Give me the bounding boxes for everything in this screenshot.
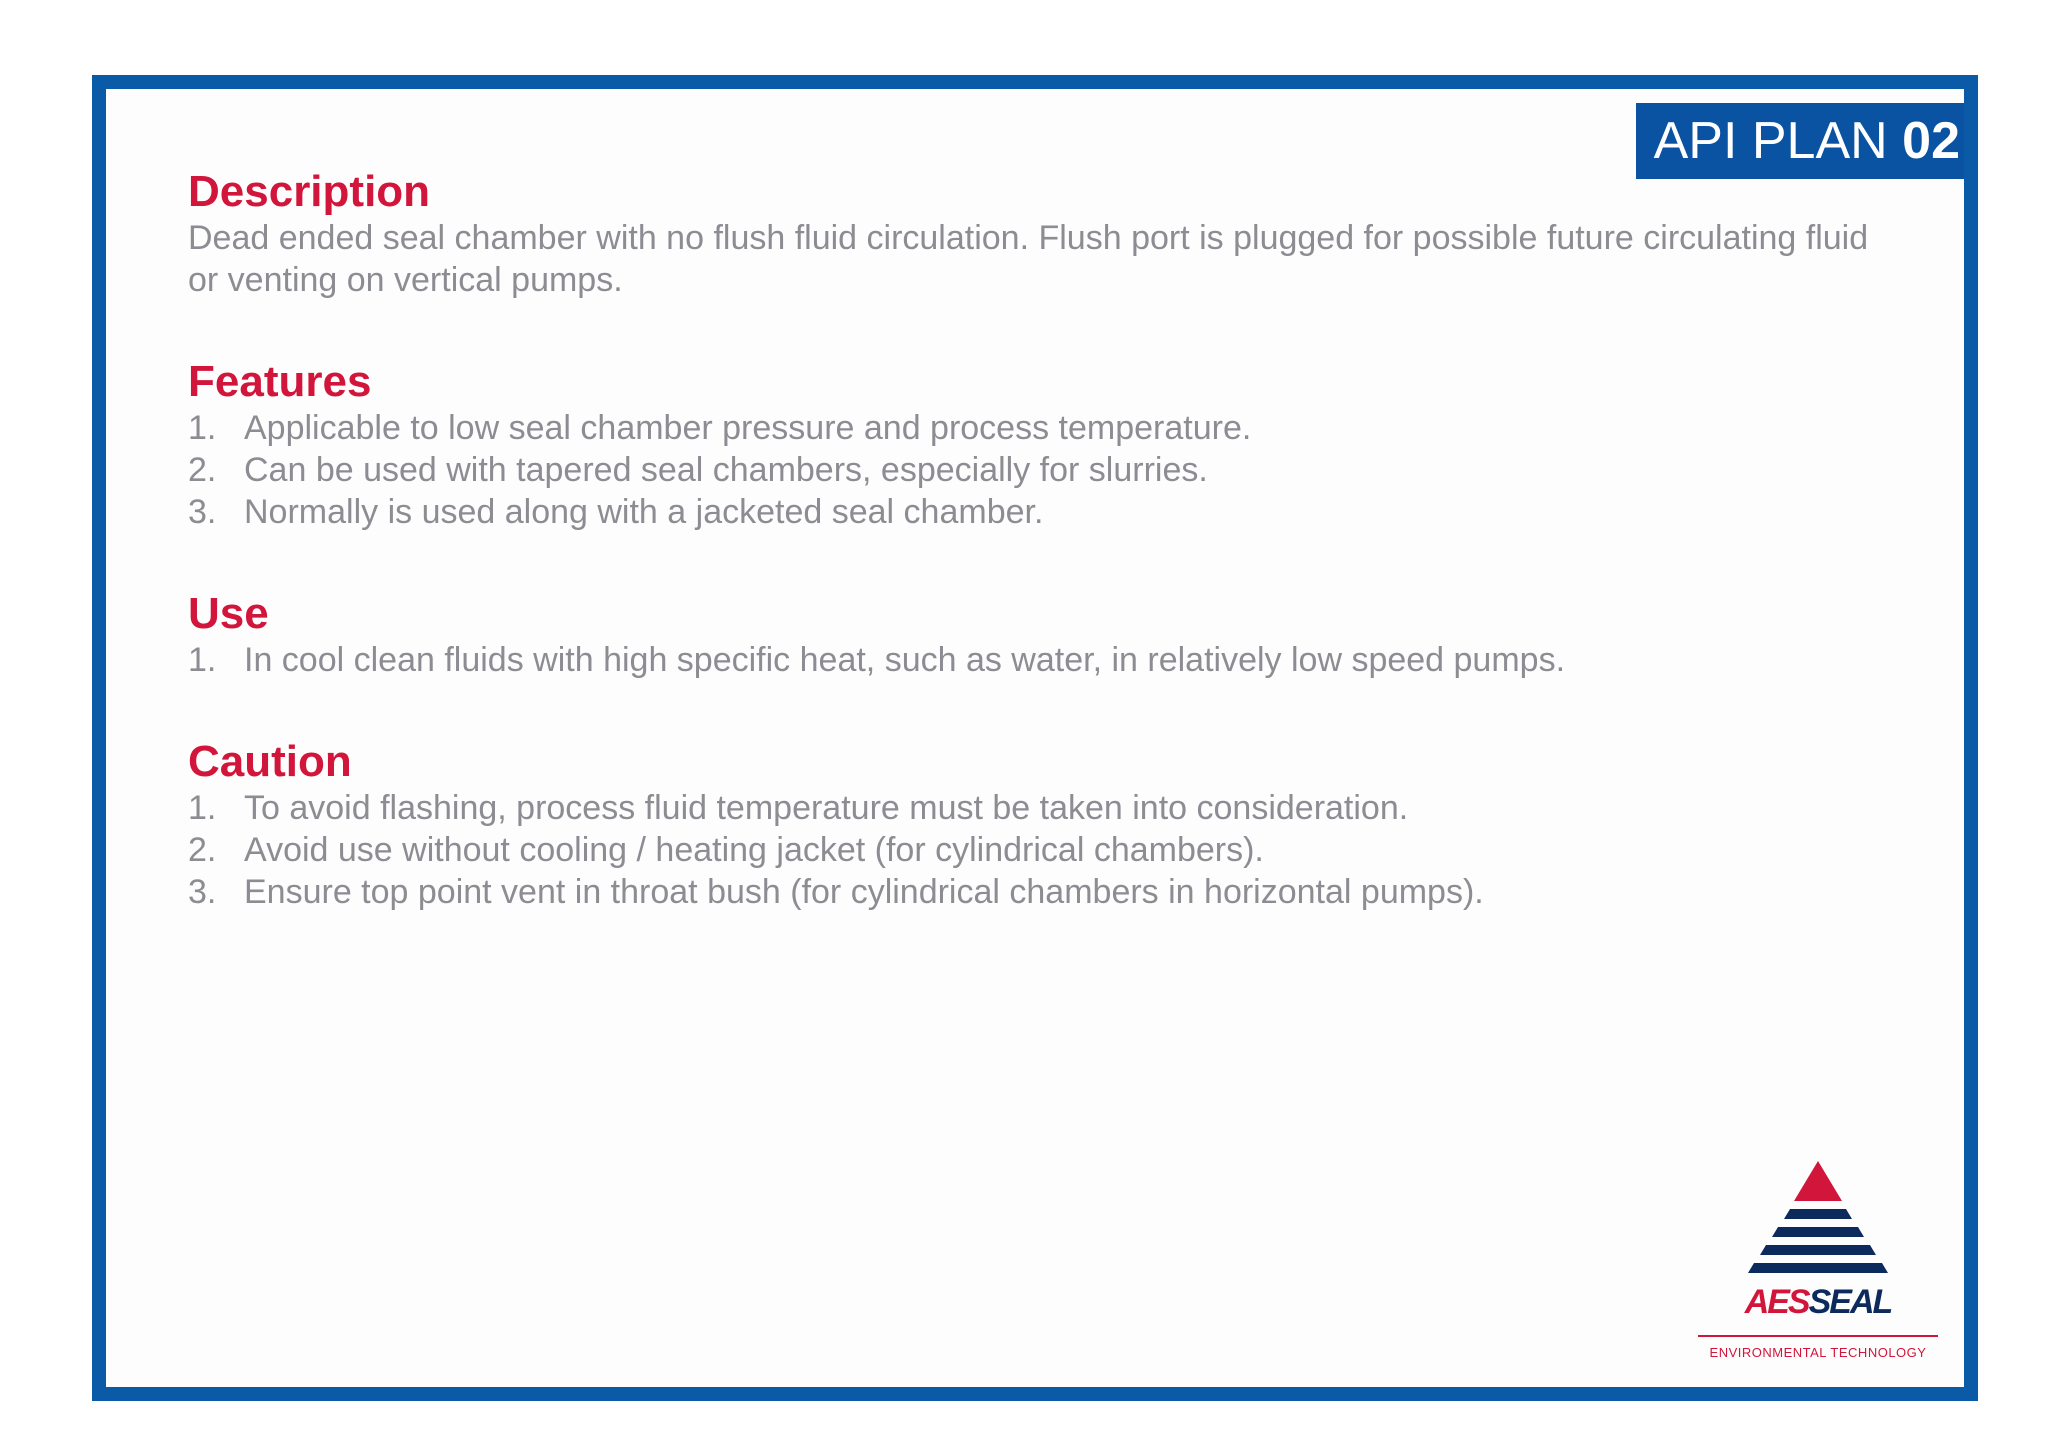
description-text: Dead ended seal chamber with no flush fluid circulation. Flush port is plugged for possible future circulating fluid or venting on vertical pumps.	[188, 219, 1869, 299]
list-item	[188, 639, 1888, 681]
use-title: Use	[188, 589, 269, 638]
logo-wordmark-aes: AES	[1744, 1283, 1809, 1321]
list-item-text: Normally is used along with a jacketed seal chamber.	[244, 493, 1044, 531]
list-item-text: Avoid use without cooling / heating jacket (for cylindrical chambers).	[244, 831, 1264, 869]
list-item-number: 2.	[188, 451, 217, 489]
list-item-text: Applicable to low seal chamber pressure and process temperature.	[244, 409, 1252, 447]
list-item-text: In cool clean fluids with high specific heat, such as water, in relatively low speed pumps.	[244, 641, 1566, 679]
features-list	[188, 407, 1888, 533]
list-item	[188, 829, 1888, 871]
list-item-number: 1.	[188, 789, 217, 827]
logo-triangle-icon	[1698, 1159, 1938, 1289]
plan-badge-number: 02	[1902, 112, 1960, 170]
list-item-text: Can be used with tapered seal chambers, especially for slurries.	[244, 451, 1208, 489]
description-section	[188, 167, 1888, 301]
use-list	[188, 639, 1888, 681]
list-item-number: 3.	[188, 493, 217, 531]
list-item-text: Ensure top point vent in throat bush (for cylindrical chambers in horizontal pumps).	[244, 873, 1484, 911]
list-item-number: 2.	[188, 831, 217, 869]
caution-list	[188, 787, 1888, 913]
logo-tagline: ENVIRONMENTAL TECHNOLOGY	[1709, 1345, 1927, 1360]
list-item-number: 1.	[188, 641, 217, 679]
list-item	[188, 787, 1888, 829]
page-frame	[92, 75, 1978, 1401]
logo-divider	[1698, 1335, 1938, 1337]
list-item-number: 3.	[188, 873, 217, 911]
logo-wordmark	[1698, 1285, 1938, 1319]
features-section	[188, 357, 1888, 533]
logo-wordmark-seal: SEAL	[1808, 1283, 1892, 1321]
plan-badge-prefix: API PLAN	[1653, 112, 1903, 170]
features-title: Features	[188, 357, 372, 406]
list-item-number: 1.	[188, 409, 217, 447]
list-item-text: To avoid flashing, process fluid temperature must be taken into consideration.	[244, 789, 1409, 827]
description-title: Description	[188, 167, 431, 216]
list-item	[188, 491, 1888, 533]
caution-title: Caution	[188, 737, 352, 786]
content	[188, 167, 1888, 969]
aesseal-logo	[1698, 1159, 1938, 1369]
list-item	[188, 449, 1888, 491]
caution-section	[188, 737, 1888, 913]
list-item	[188, 871, 1888, 913]
list-item	[188, 407, 1888, 449]
use-section	[188, 589, 1888, 681]
